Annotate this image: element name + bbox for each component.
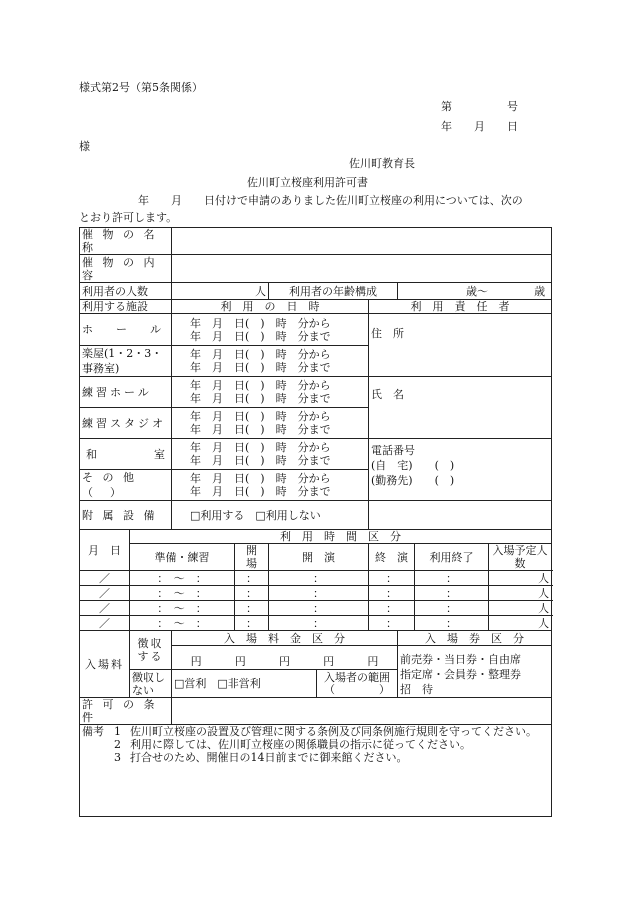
- col-finish: 利用終了: [415, 544, 489, 571]
- facility-green-room: 楽屋(1・2・3・事務室): [80, 346, 172, 377]
- facility-hall: ホ ー ル: [80, 314, 172, 346]
- age-to: 歳: [534, 284, 546, 298]
- age-from: 歳～: [466, 284, 488, 298]
- usage-time-header: 利 用 時 間 区 分: [130, 530, 552, 544]
- col-end: 終 演: [369, 544, 415, 571]
- permit-table: [79, 227, 552, 817]
- users-count-value[interactable]: 人: [172, 283, 269, 300]
- intro-line-2: とおり許可します。: [79, 211, 178, 224]
- issuer: 佐川町教育長: [349, 157, 415, 170]
- table-row: ／ ： ～ ： ： ： ： ： 人: [80, 601, 552, 616]
- practice-hall-datetime[interactable]: 年 月 日( ) 時 分から 年 月 日( ) 時 分まで: [172, 377, 369, 408]
- event-content-value[interactable]: [172, 255, 552, 283]
- month-day-header: 月 日: [80, 530, 130, 571]
- facility-other: そ の 他（ ）: [80, 470, 172, 501]
- facility-header: 利用する施設: [80, 300, 172, 314]
- equipment-options[interactable]: □利用する □利用しない: [172, 501, 369, 530]
- note-2: 利用に際しては、佐川町立桜座の関係職員の指示に従ってください。: [130, 738, 471, 751]
- issue-date: 年 月 日: [441, 120, 518, 133]
- ticket-category-header: 入 場 券 区 分: [398, 631, 552, 646]
- phone-label: 電話番号: [371, 444, 415, 457]
- event-name-label: 催 物 の 名 称: [80, 228, 172, 255]
- age-range[interactable]: [398, 283, 552, 300]
- table-row: ／ ： ～ ： ： ： ： ： 人: [80, 571, 552, 586]
- equipment-label: 附 属 設 備: [80, 501, 172, 530]
- event-name-value[interactable]: [172, 228, 552, 255]
- col-start: 開 演: [269, 544, 369, 571]
- japanese-room-datetime[interactable]: 年 月 日( ) 時 分から 年 月 日( ) 時 分まで: [172, 439, 369, 470]
- intro-line-1: 年 月 日付けで申請のありました佐川町立桜座の利用については、次の: [138, 194, 523, 207]
- responsible-name[interactable]: [369, 377, 552, 439]
- responsible-phone[interactable]: [369, 439, 552, 501]
- conditions-value[interactable]: [172, 698, 552, 725]
- studio-datetime[interactable]: 年 月 日( ) 時 分から 年 月 日( ) 時 分まで: [172, 408, 369, 439]
- document-title: 佐川町立桜座利用許可書: [247, 176, 368, 189]
- ticket-types[interactable]: 前売券・当日券・自由席 指定席・会員券・整理券 招 待: [398, 646, 552, 698]
- attendee-range[interactable]: 入場者の範囲 （ ）: [317, 670, 398, 698]
- table-row: ／ ： ～ ： ： ： ： ： 人: [80, 586, 552, 601]
- col-attendance: 入場予定人数: [489, 544, 552, 571]
- facility-practice-hall: 練習ホール: [80, 377, 172, 408]
- event-content-label: 催 物 の 内 容: [80, 255, 172, 283]
- other-datetime[interactable]: 年 月 日( ) 時 分から 年 月 日( ) 時 分まで: [172, 470, 369, 501]
- table-row: ／ ： ～ ： ： ： ： ： 人: [80, 616, 552, 631]
- commercial-options[interactable]: □営利 □非営利: [172, 670, 317, 698]
- address-label: 住 所: [371, 327, 404, 340]
- col-open: 開 場: [235, 544, 269, 571]
- note-1: 佐川町立桜座の設置及び管理に関する条例及び同条例施行規則を守ってください。: [130, 725, 537, 738]
- facility-studio: 練習スタジオ: [80, 408, 172, 439]
- facility-japanese-room: 和 室: [80, 439, 172, 470]
- form-number: 様式第2号（第5条関係）: [79, 81, 203, 94]
- no-collect-label: 徴収しない: [130, 670, 172, 698]
- fee-amounts[interactable]: 円 円 円 円 円: [172, 646, 398, 670]
- fee-category-header: 入 場 料 金 区 分: [172, 631, 398, 646]
- name-label: 氏 名: [371, 388, 404, 401]
- conditions-label: 許 可 の 条 件: [80, 698, 172, 725]
- hall-datetime[interactable]: 年 月 日( ) 時 分から 年 月 日( ) 時 分まで: [172, 314, 369, 346]
- green-room-datetime[interactable]: 年 月 日( ) 時 分から 年 月 日( ) 時 分まで: [172, 346, 369, 377]
- age-makeup-label: 利用者の年齢構成: [269, 283, 398, 300]
- notes: 備考 1 佐川町立桜座の設置及び管理に関する条例及び同条例施行規則を守ってください。 2 利用に際しては、佐川町立桜座の関係職員の指示に従ってください。 3 打合せのため、開催日の14日前までに御来館ください。: [80, 725, 552, 817]
- collect-label: 徴収する: [130, 631, 172, 670]
- addressee: 様: [79, 140, 90, 153]
- office-phone: (勤務先) ( ): [371, 474, 455, 487]
- datetime-header: 利 用 の 日 時: [172, 300, 369, 314]
- admission-label: 入場料: [80, 631, 130, 698]
- notes-label: 備考: [82, 725, 104, 738]
- users-count-label: 利用者の人数: [80, 283, 172, 300]
- equipment-blank: [369, 501, 552, 530]
- document-number: 第 号: [441, 100, 518, 113]
- note-3: 打合せのため、開催日の14日前までに御来館ください。: [130, 751, 408, 764]
- responsible-header: 利 用 責 任 者: [369, 300, 552, 314]
- home-phone: (自 宅) ( ): [371, 459, 455, 472]
- col-prep: 準備・練習: [130, 544, 235, 571]
- responsible-address[interactable]: [369, 314, 552, 377]
